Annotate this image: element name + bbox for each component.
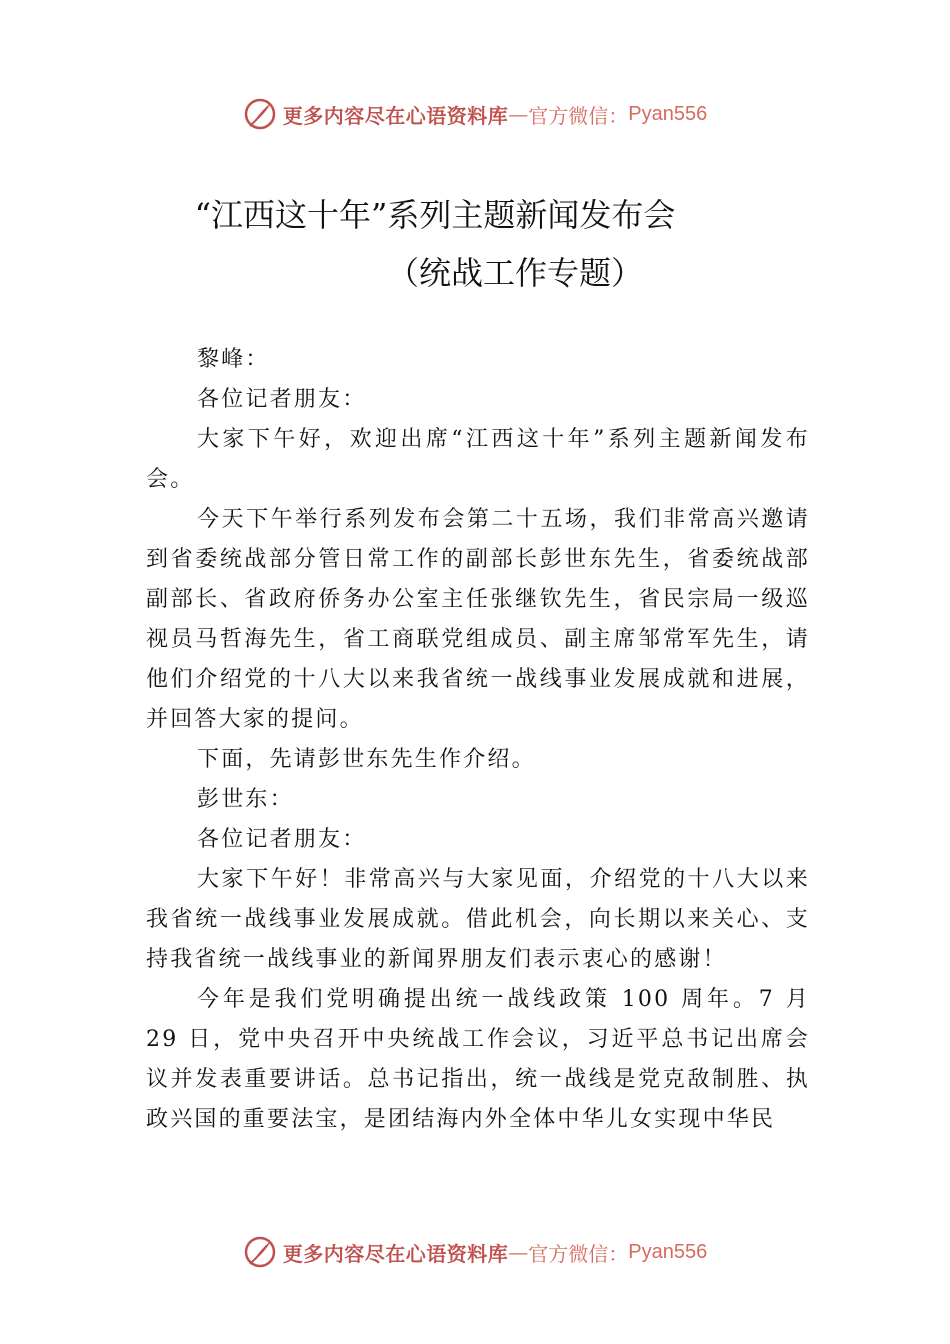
- watermark-dash: —: [508, 1240, 529, 1264]
- greeting-reporters: 各位记者朋友：: [197, 387, 367, 412]
- document-subtitle: （统战工作专题）: [386, 254, 643, 292]
- watermark-main-text: 更多内容尽在心语资料库: [282, 103, 509, 128]
- watermark-wechat-id: Pyan556: [628, 1240, 708, 1263]
- paragraph-centennial: 今年是我们党明确提出统一战线政策 100 周年。7 月 29 日，党中央召开中央统战工作会议，习近平总书记出席会议并发表重要讲话。总书记指出，统一战线是党克敌制胜、执政兴国的重要法宝，是团结海内外全体中华儿女实现中华民: [146, 987, 810, 1132]
- watermark-label: 官方微信：: [528, 1241, 629, 1266]
- feather-pen-logo-icon: [243, 1235, 277, 1269]
- watermark-dash: —: [508, 102, 529, 126]
- watermark-banner-top: [0, 94, 950, 134]
- paragraph-invite-speaker: 下面，先请彭世东先生作介绍。: [197, 747, 536, 772]
- speaker-li-feng: 黎峰：: [197, 347, 270, 372]
- paragraph-introduction: 今天下午举行系列发布会第二十五场，我们非常高兴邀请到省委统战部分管日常工作的副部长彭世东先生，省委统战部副部长、省政府侨务办公室主任张继钦先生，省民宗局一级巡视员马哲海先生，省工商联党组成员、副主席邹常军先生，请他们介绍党的十八大以来我省统一战线事业发展成就和进展，并回答大家的提问。: [146, 507, 810, 732]
- watermark-main-text: 更多内容尽在心语资料库: [282, 1241, 509, 1266]
- feather-pen-logo-icon: [243, 97, 277, 131]
- paragraph-thanks: 大家下午好！非常高兴与大家见面，介绍党的十八大以来我省统一战线事业发展成就。借此机会，向长期以来关心、支持我省统一战线事业的新闻界朋友们表示衷心的感谢！: [146, 867, 810, 972]
- watermark-banner-bottom: [0, 1232, 950, 1272]
- speaker-peng-shidong: 彭世东：: [197, 787, 294, 812]
- watermark-wechat-id: Pyan556: [628, 102, 708, 125]
- document-body: [146, 340, 810, 1140]
- watermark-label: 官方微信：: [528, 103, 629, 128]
- document-title: “江西这十年”系列主题新闻发布会: [194, 196, 676, 234]
- paragraph-welcome: 大家下午好，欢迎出席“江西这十年”系列主题新闻发布会。: [146, 427, 810, 492]
- greeting-reporters-2: 各位记者朋友：: [197, 827, 367, 852]
